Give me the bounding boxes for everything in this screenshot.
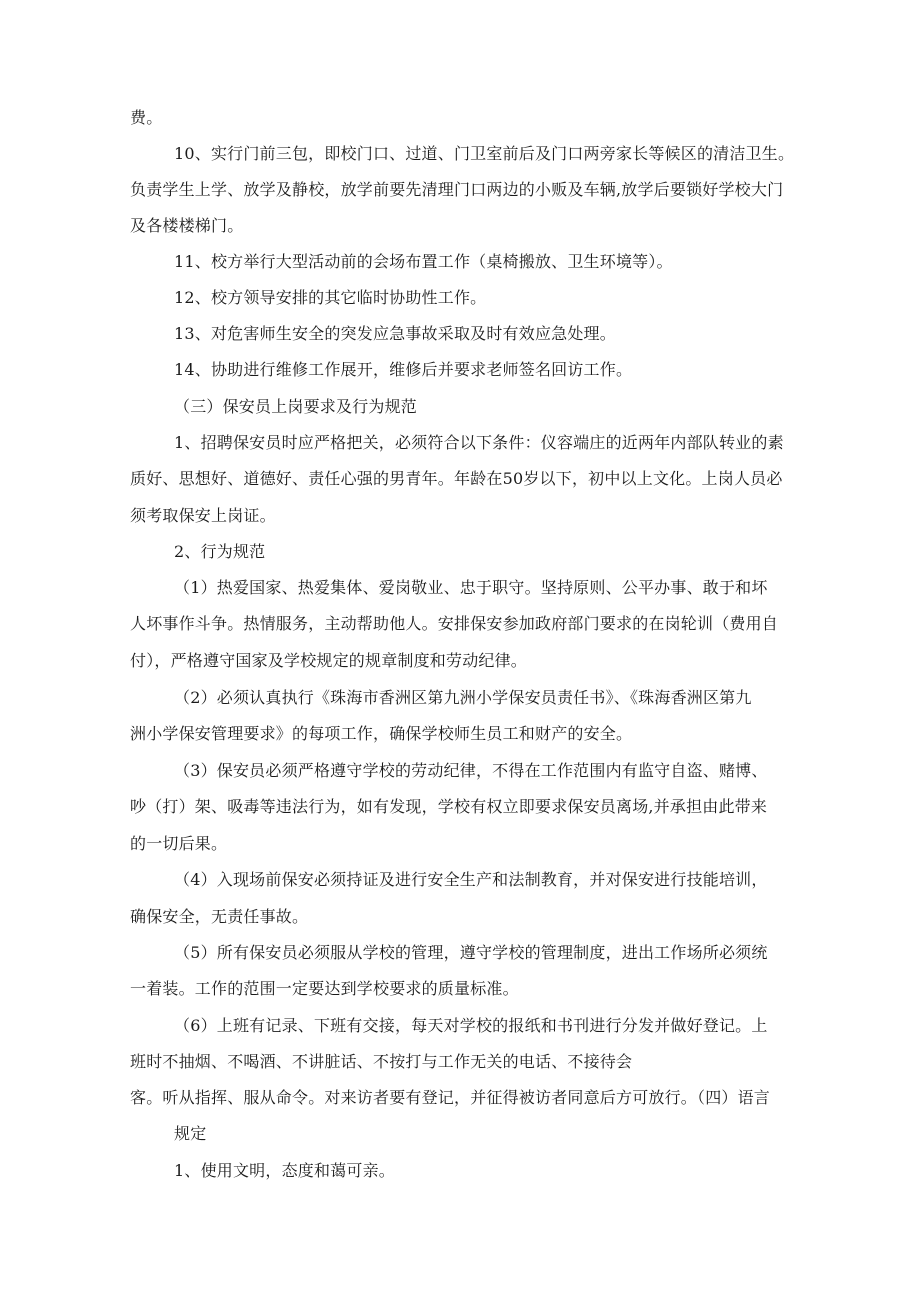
text-line: 吵（打）架、吸毒等违法行为，如有发现，学校有权立即要求保安员离场,并承担由此带来 [130,797,768,816]
text-line: 规定 [174,1124,207,1143]
text-line: 班时不抽烟、不喝酒、不讲脏话、不按打与工作无关的电话、不接待会 [130,1052,633,1071]
text-line: 质好、思想好、道德好、责任心强的男青年。年龄在50岁以下，初中以上文化。上岗人员必 [130,469,783,488]
section-heading: （三）保安员上岗要求及行为规范 [174,397,418,416]
text-line: 洲小学保安管理要求》的每项工作，确保学校师生员工和财产的安全。 [130,724,633,743]
text-line: （4）入现场前保安必须持证及进行安全生产和法制教育，并对保安进行技能培训， [174,870,768,889]
text-line: （1）热爱国家、热爱集体、爱岗敬业、忠于职守。坚持原则、公平办事、敢于和坏 [174,578,768,597]
text-line: 确保安全，无责任事故。 [130,907,309,926]
text-line: 14、协助进行维修工作展开，维修后并要求老师签名回访工作。 [174,360,633,379]
text-line: 负责学生上学、放学及静校，放学前要先清理门口两边的小贩及车辆,放学后要锁好学校大门 [130,180,784,199]
text-line: 及各楼楼梯门。 [130,216,244,235]
text-line: （5）所有保安员必须服从学校的管理，遵守学校的管理制度，进出工作场所必须统 [174,943,768,962]
text-line: （6）上班有记录、下班有交接，每天对学校的报纸和书刊进行分发并做好登记。上 [174,1016,768,1035]
text-line: （2）必须认真执行《珠海市香洲区第九洲小学保安员责任书》、《珠海香洲区第九 [174,688,752,707]
text-line: 1、招聘保安员时应严格把关，必须符合以下条件：仪容端庄的近两年内部队转业的素 [174,433,784,452]
text-line: 的一切后果。 [130,834,228,853]
sub-heading: 2、行为规范 [174,542,266,561]
text-line: 费。 [130,108,163,127]
text-line: 13、对危害师生安全的突发应急事故采取及时有效应急处理。 [174,324,616,343]
text-line: 一着装。工作的范围一定要达到学校要求的质量标准。 [130,979,519,998]
text-line: 12、校方领导安排的其它临时协助性工作。 [174,288,487,307]
text-line: 付），严格遵守国家及学校规定的规章制度和劳动纪律。 [130,651,528,670]
text-line: 10、实行门前三包，即校门口、过道、门卫室前后及门口两旁家长等候区的清洁卫生。 [174,144,795,163]
text-line: 人坏事作斗争。热情服务，主动帮助他人。安排保安参加政府部门要求的在岗轮训（费用自 [130,614,779,633]
text-line: 须考取保安上岗证。 [130,506,276,525]
text-line: 1、使用文明，态度和蔼可亲。 [174,1161,395,1180]
text-line: 客。听从指挥、服从命令。对来访者要有登记，并征得被访者同意后方可放行。（四）语言 [130,1088,771,1107]
text-line: 11、校方举行大型活动前的会场布置工作（桌椅搬放、卫生环境等）。 [174,252,673,271]
text-line: （3）保安员必须严格遵守学校的劳动纪律，不得在工作范围内有监守自盗、赌博、 [174,761,768,780]
